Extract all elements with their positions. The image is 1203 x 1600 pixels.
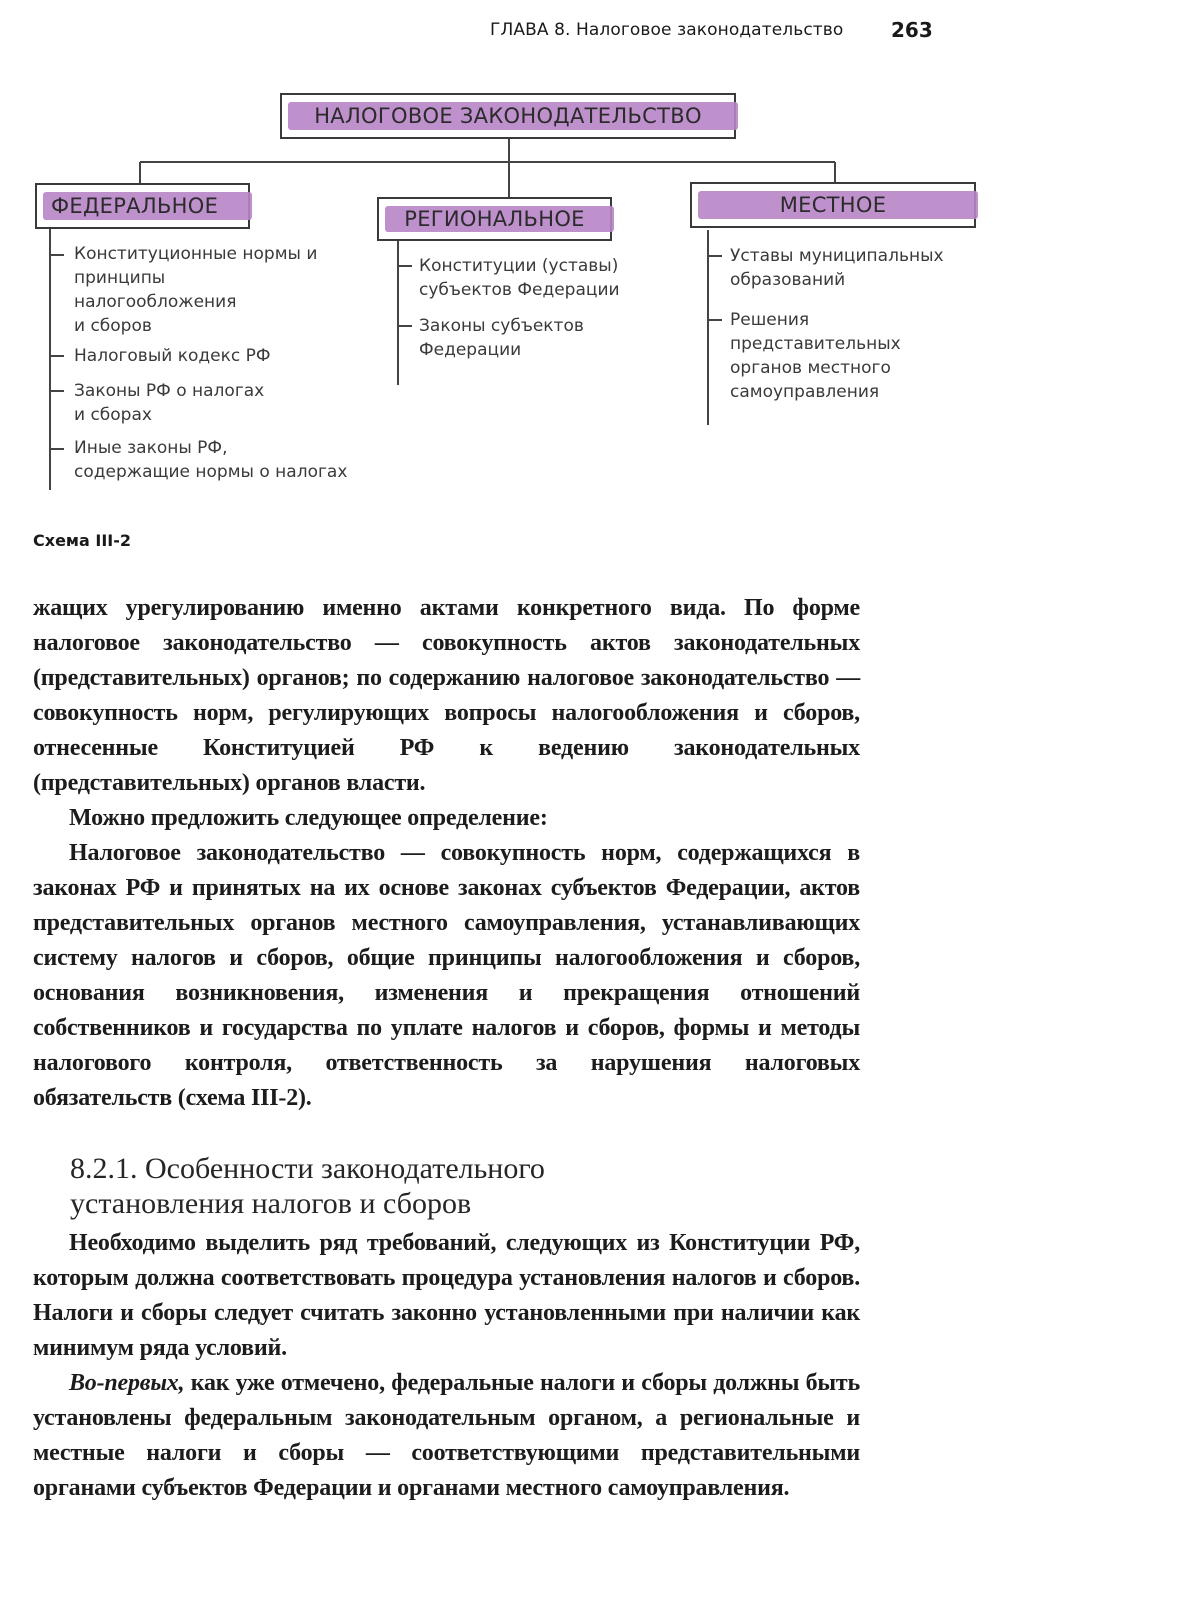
- definition-text: — совокупность норм, содержащихся в законах РФ и принятых на их основе законах субъектов Федерации, актов представительных органов местного самоуправления, устанавливающих систему налогов и сборов, общие принципы налогообложения и сборов, основания возникновения, изменения и прекращения отношений собственников и государства по уплате налогов и сборов, формы и методы налогового контроля, ответственность за нарушения налоговых обязательств (схема III-2).: [33, 840, 860, 1111]
- defined-term: Налоговое законодательство: [69, 840, 386, 866]
- local-label: МЕСТНОЕ: [779, 193, 887, 217]
- federal-item: Конституционные нормы и принципы налогообложения и сборов: [74, 244, 318, 336]
- paragraph: Необходимо выделить ряд требований, следующих из Конституции РФ, которым должна соответствовать процедура установления налогов и сборов. Налоги и сборы следует считать законно установленными при наличии как минимум ряда условий.: [33, 1230, 860, 1361]
- federal-label: ФЕДЕРАЛЬНОЕ: [51, 194, 219, 218]
- regional-item: Конституции (уставы) субъектов Федерации: [419, 256, 620, 300]
- body-text-bottom: [33, 1226, 860, 1506]
- running-head: ГЛАВА 8. Налоговое законодательство: [490, 20, 844, 40]
- root-label: НАЛОГОВОЕ ЗАКОНОДАТЕЛЬСТВО: [314, 104, 702, 128]
- regional-item: Законы субъектов Федерации: [419, 316, 584, 360]
- section-heading: 8.2.1. Особенности законодательного установления налогов и сборов: [70, 1152, 545, 1220]
- paragraph: жащих урегулированию именно актами конкретного вида. По форме налоговое законодательство — совокупность актов законодательных (представительных) органов; по содержанию налоговое законодательство — совокупность норм, регулирующих вопросы налогообложения и сборов, отнесенные Конституцией РФ к ведению законодательных (представительных) органов власти.: [33, 595, 860, 796]
- local-item: Решения представительных органов местного самоуправления: [730, 310, 901, 402]
- paragraph-text: как уже отмечено, федеральные налоги и сборы должны быть установлены федеральным законодательным органом, а региональные и местные налоги и сборы — соответствующими представительными органами субъектов Федерации и органами местного самоуправления.: [33, 1370, 860, 1501]
- root-box: [280, 93, 736, 139]
- federal-item: Законы РФ о налогах и сборах: [74, 381, 265, 425]
- local-item: Уставы муниципальных образований: [730, 246, 944, 290]
- page-number: 263: [891, 18, 933, 42]
- body-text-top: [33, 591, 860, 1116]
- federal-box: [35, 183, 250, 229]
- paragraph: Можно предложить следующее определение:: [69, 805, 548, 831]
- definition-paragraph: [33, 836, 860, 1116]
- scheme-caption: Схема III-2: [33, 531, 131, 550]
- local-box: [690, 182, 976, 228]
- federal-item: Налоговый кодекс РФ: [74, 346, 271, 366]
- regional-label: РЕГИОНАЛЬНОЕ: [404, 207, 585, 231]
- federal-item: Иные законы РФ, содержащие нормы о налогах: [74, 438, 348, 482]
- regional-box: [377, 197, 612, 241]
- paragraph: [33, 1366, 860, 1506]
- emphasis: Во-первых,: [69, 1370, 185, 1396]
